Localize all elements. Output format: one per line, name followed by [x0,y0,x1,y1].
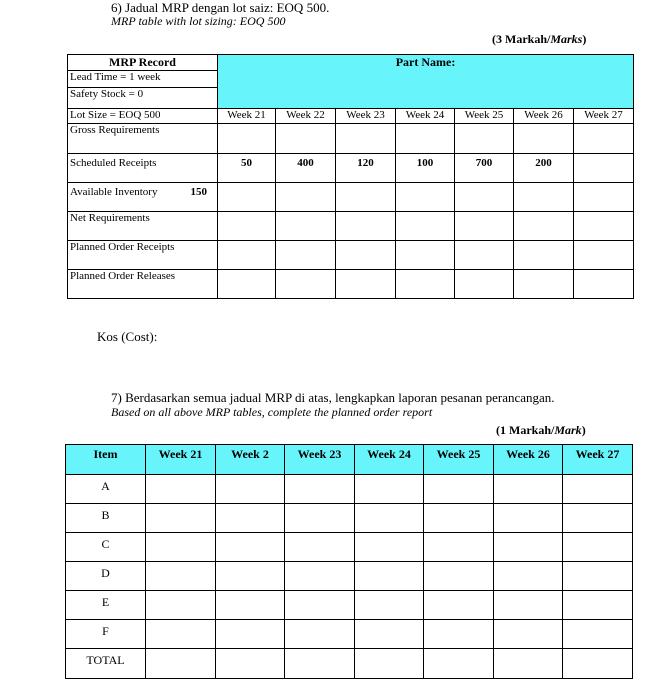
empty-cell [514,212,574,241]
empty-cell [355,649,424,679]
empty-cell [563,504,633,533]
empty-cell [218,124,276,154]
empty-cell [336,212,396,241]
empty-cell [355,475,424,504]
report-row [66,562,633,591]
empty-cell [574,212,634,241]
report-item-label: E [66,591,146,620]
empty-cell [285,475,355,504]
scheduled-value [574,154,634,183]
empty-cell [285,504,355,533]
empty-cell [276,212,336,241]
empty-cell [216,562,285,591]
empty-cell [218,270,276,299]
report-header-week: Week 2 [216,445,285,475]
empty-cell [336,241,396,270]
report-row [66,504,633,533]
lead-time-label: Lead Time = 1 week [68,71,218,88]
planned-order-releases-label: Planned Order Releases [68,270,218,299]
empty-cell [146,533,216,562]
report-total-row [66,649,633,679]
empty-cell [514,241,574,270]
empty-cell [574,241,634,270]
mrp-record-heading: MRP Record [68,55,218,71]
empty-cell [396,124,455,154]
empty-cell [216,591,285,620]
report-header-week: Week 24 [355,445,424,475]
empty-cell [494,504,563,533]
scheduled-receipts-label: Scheduled Receipts [68,154,218,183]
empty-cell [574,270,634,299]
empty-cell [424,649,494,679]
empty-cell [216,504,285,533]
empty-cell [563,533,633,562]
report-header-item: Item [66,445,146,475]
scheduled-value: 50 [218,154,276,183]
q6-subtitle: MRP table with lot sizing: EOQ 500 [111,14,286,28]
scheduled-value: 120 [336,154,396,183]
empty-cell [146,620,216,649]
empty-cell [455,124,514,154]
report-total-label: TOTAL [66,649,146,679]
empty-cell [276,124,336,154]
empty-cell [355,504,424,533]
empty-cell [494,591,563,620]
week-header: Week 21 [218,109,276,124]
empty-cell [563,591,633,620]
empty-cell [424,475,494,504]
part-name-heading: Part Name: [218,55,634,109]
empty-cell [276,183,336,212]
week-header: Week 23 [336,109,396,124]
empty-cell [285,533,355,562]
empty-cell [285,591,355,620]
planned-order-releases-row [68,270,634,299]
available-initial-value: 150 [190,186,207,198]
empty-cell [336,124,396,154]
empty-cell [494,533,563,562]
empty-cell [494,475,563,504]
q6-title: 6) Jadual MRP dengan lot saiz: EOQ 500. [111,0,330,15]
report-header-week: Week 23 [285,445,355,475]
available-inventory-row [68,183,634,212]
report-item-label: A [66,475,146,504]
planned-order-receipts-label: Planned Order Receipts [68,241,218,270]
empty-cell [285,649,355,679]
empty-cell [424,591,494,620]
empty-cell [336,270,396,299]
empty-cell [146,649,216,679]
lot-size-label: Lot Size = EOQ 500 [68,109,218,124]
safety-stock-label: Safety Stock = 0 [68,88,218,109]
empty-cell [563,649,633,679]
empty-cell [336,183,396,212]
empty-cell [455,241,514,270]
empty-cell [514,183,574,212]
available-inventory-label: Available Inventory 150 [68,183,218,212]
empty-cell [218,183,276,212]
empty-cell [563,620,633,649]
empty-cell [146,591,216,620]
cost-label: Kos (Cost): [97,329,158,344]
empty-cell [216,533,285,562]
empty-cell [396,212,455,241]
empty-cell [216,620,285,649]
empty-cell [574,183,634,212]
empty-cell [514,270,574,299]
scheduled-value: 100 [396,154,455,183]
q7-title: 7) Berdasarkan semua jadual MRP di atas, lengkapkan laporan pesanan perancangan. [111,390,555,405]
report-row [66,475,633,504]
report-item-label: F [66,620,146,649]
empty-cell [355,533,424,562]
empty-cell [494,649,563,679]
empty-cell [218,241,276,270]
q7-subtitle: Based on all above MRP tables, complete the planned order report [111,405,433,419]
q7-marks: (1 Markah/Mark) [496,423,586,437]
empty-cell [218,212,276,241]
empty-cell [455,270,514,299]
empty-cell [494,620,563,649]
empty-cell [396,183,455,212]
empty-cell [574,124,634,154]
report-item-label: C [66,533,146,562]
empty-cell [146,504,216,533]
empty-cell [455,212,514,241]
report-row [66,620,633,649]
empty-cell [146,475,216,504]
planned-order-report-table [65,444,633,679]
gross-requirements-label: Gross Requirements [68,124,218,154]
net-requirements-label: Net Requirements [68,212,218,241]
empty-cell [276,241,336,270]
report-header-week: Week 26 [494,445,563,475]
scheduled-value: 400 [276,154,336,183]
empty-cell [396,270,455,299]
report-row [66,591,633,620]
empty-cell [216,475,285,504]
empty-cell [494,562,563,591]
empty-cell [424,533,494,562]
empty-cell [355,562,424,591]
empty-cell [455,183,514,212]
empty-cell [146,562,216,591]
empty-cell [285,562,355,591]
empty-cell [424,504,494,533]
empty-cell [514,124,574,154]
report-item-label: D [66,562,146,591]
report-row [66,533,633,562]
report-header-week: Week 27 [563,445,633,475]
report-header-week: Week 21 [146,445,216,475]
week-header: Week 24 [396,109,455,124]
scheduled-receipts-row [68,154,634,183]
mrp-table [67,54,634,299]
empty-cell [424,562,494,591]
empty-cell [396,241,455,270]
gross-requirements-row [68,124,634,154]
planned-order-receipts-row [68,241,634,270]
empty-cell [424,620,494,649]
q6-marks: (3 Markah/Marks) [492,32,587,46]
report-item-label: B [66,504,146,533]
empty-cell [563,562,633,591]
empty-cell [355,591,424,620]
net-requirements-row [68,212,634,241]
scheduled-value: 700 [455,154,514,183]
empty-cell [276,270,336,299]
week-header: Week 25 [455,109,514,124]
week-header: Week 26 [514,109,574,124]
empty-cell [563,475,633,504]
week-header: Week 22 [276,109,336,124]
empty-cell [285,620,355,649]
report-header-week: Week 25 [424,445,494,475]
empty-cell [355,620,424,649]
empty-cell [216,649,285,679]
scheduled-value: 200 [514,154,574,183]
week-header: Week 27 [574,109,634,124]
